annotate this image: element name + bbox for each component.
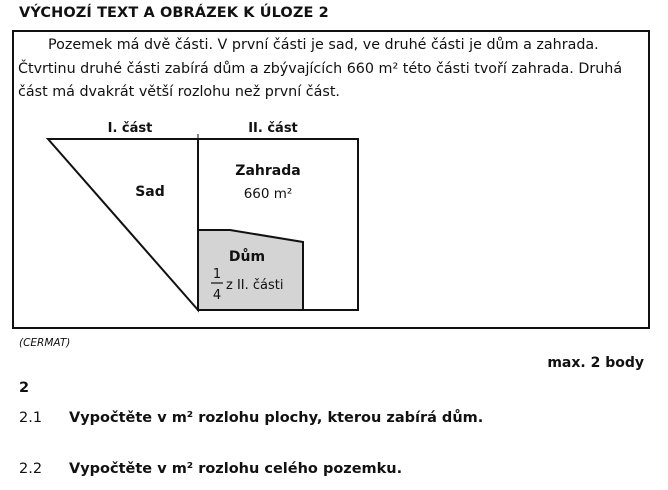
intro-line-2: Čtvrtinu druhé části zabírá dům a zbývajících 660 m² této části tvoří zahrada. Druhá část má dvakrát větší rozlohu než první část. xyxy=(18,60,623,100)
subtask-question: Vypočtěte v m² rozlohu celého pozemku. xyxy=(69,461,403,477)
fraction-denominator: 4 xyxy=(212,288,222,303)
intro-line-1: Pozemek má dvě části. V první části je sad, ve druhé části je dům a zahrada. xyxy=(48,37,599,53)
garden-label: Zahrada xyxy=(235,163,301,179)
subtask-question: Vypočtěte v m² rozlohu plochy, kterou zabírá dům. xyxy=(69,410,484,426)
fraction-numerator: 1 xyxy=(212,267,222,282)
source-note: (CERMAT) xyxy=(19,337,71,349)
subtask-2-1 xyxy=(19,410,483,426)
subtask-number: 2.2 xyxy=(19,461,43,477)
house-fraction-text: z II. části xyxy=(226,278,284,293)
part2-label: II. část xyxy=(248,121,298,136)
task-number: 2 xyxy=(19,380,30,396)
exercise-heading: VÝCHOZÍ TEXT A OBRÁZEK K ÚLOZE 2 xyxy=(19,5,329,21)
house-label: Dům xyxy=(228,249,266,265)
subtask-number: 2.1 xyxy=(19,410,43,426)
orchard-label: Sad xyxy=(135,184,165,200)
part1-label: I. část xyxy=(107,121,153,136)
garden-area-value: 660 m² xyxy=(243,186,293,202)
orchard-area xyxy=(48,139,198,310)
max-points: max. 2 body xyxy=(547,355,644,371)
subtask-2-2 xyxy=(19,461,402,477)
